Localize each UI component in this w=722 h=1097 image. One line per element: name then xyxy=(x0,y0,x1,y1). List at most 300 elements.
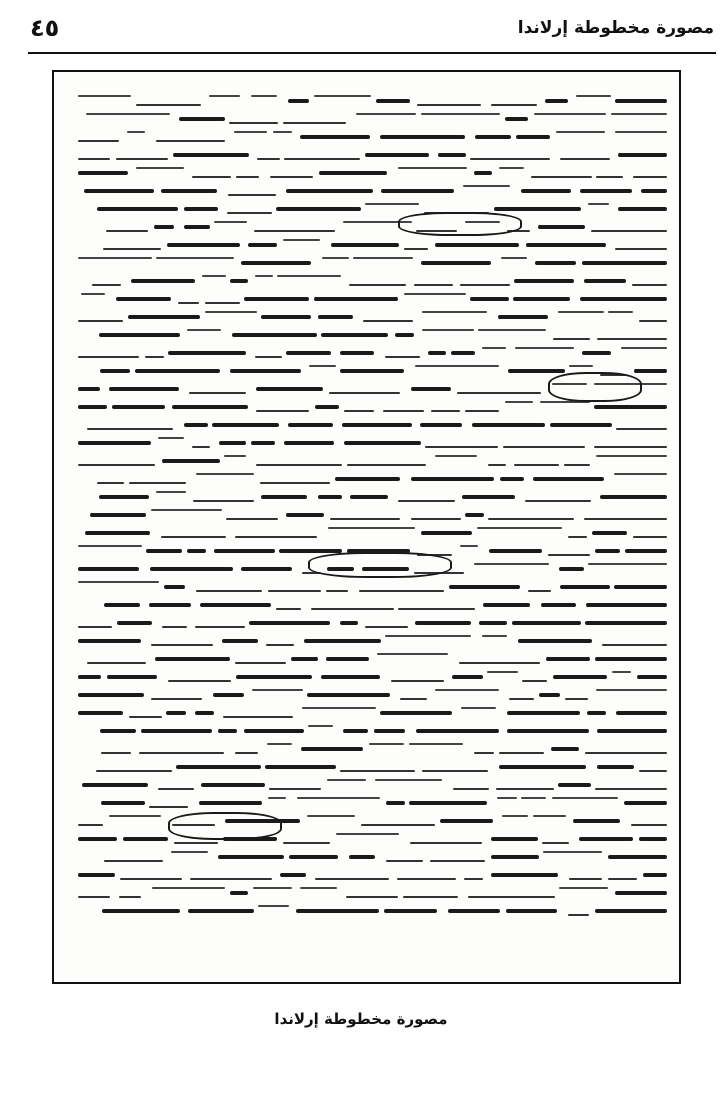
handwriting-stroke xyxy=(289,855,338,859)
manuscript-line xyxy=(78,326,667,344)
handwriting-stroke xyxy=(569,878,602,880)
handwriting-stroke xyxy=(149,603,191,607)
handwriting-stroke xyxy=(307,815,355,817)
handwriting-stroke xyxy=(462,495,515,499)
handwriting-stroke xyxy=(403,896,458,898)
handwriting-stroke xyxy=(499,752,544,754)
handwriting-stroke xyxy=(280,873,306,877)
handwriting-stroke xyxy=(179,117,225,121)
manuscript-line xyxy=(78,110,667,128)
handwriting-stroke xyxy=(232,333,317,337)
handwriting-stroke xyxy=(411,387,451,391)
handwriting-stroke xyxy=(236,176,259,178)
handwriting-stroke xyxy=(184,207,218,211)
handwriting-stroke xyxy=(100,369,130,373)
manuscript-line xyxy=(78,92,667,110)
image-caption: مصورة مخطوطة إرلاندا xyxy=(274,1010,448,1028)
handwriting-stroke xyxy=(296,909,379,913)
handwriting-stroke xyxy=(87,662,146,664)
handwriting-stroke xyxy=(625,549,667,553)
handwriting-stroke xyxy=(515,347,574,349)
handwriting-stroke xyxy=(597,729,667,733)
handwriting-stroke xyxy=(512,621,581,625)
handwriting-stroke xyxy=(384,909,437,913)
handwriting-stroke xyxy=(502,815,528,817)
manuscript-line xyxy=(78,470,667,488)
manuscript-line xyxy=(78,632,667,650)
handwriting-stroke xyxy=(491,855,539,859)
handwriting-stroke xyxy=(440,819,493,823)
handwriting-stroke xyxy=(268,590,321,592)
handwriting-stroke xyxy=(120,878,182,880)
handwriting-stroke xyxy=(349,855,375,859)
manuscript-line xyxy=(78,686,667,704)
handwriting-stroke xyxy=(78,356,139,358)
manuscript-line xyxy=(78,452,667,470)
handwriting-stroke xyxy=(195,711,214,715)
handwriting-stroke xyxy=(268,797,286,799)
handwriting-stroke xyxy=(314,95,371,97)
handwriting-stroke xyxy=(228,194,276,196)
handwriting-stroke xyxy=(553,338,590,340)
handwriting-stroke xyxy=(421,113,500,115)
handwriting-stroke xyxy=(421,261,491,265)
handwriting-stroke xyxy=(556,131,605,133)
handwriting-stroke xyxy=(568,536,587,538)
handwriting-stroke xyxy=(538,225,585,229)
handwriting-stroke xyxy=(514,279,574,283)
handwriting-stroke xyxy=(614,585,667,589)
handwriting-stroke xyxy=(97,207,178,211)
handwriting-stroke xyxy=(350,495,388,499)
handwriting-stroke xyxy=(612,671,631,673)
handwriting-stroke xyxy=(559,887,608,889)
handwriting-stroke xyxy=(594,446,667,448)
handwriting-stroke xyxy=(288,99,309,103)
handwriting-stroke xyxy=(256,410,309,412)
handwriting-stroke xyxy=(616,428,667,430)
handwriting-stroke xyxy=(205,311,257,313)
handwriting-stroke xyxy=(435,243,519,247)
handwriting-stroke xyxy=(553,675,607,679)
handwriting-stroke xyxy=(489,549,542,553)
handwriting-stroke xyxy=(597,338,667,340)
header-title: مصورة مخطوطة إرلاندا xyxy=(517,18,714,38)
handwriting-stroke xyxy=(78,626,112,628)
handwriting-stroke xyxy=(597,765,634,769)
handwriting-stroke xyxy=(349,284,406,286)
handwriting-stroke xyxy=(361,824,435,826)
handwriting-stroke xyxy=(533,815,566,817)
handwriting-stroke xyxy=(503,446,585,448)
handwriting-stroke xyxy=(356,113,416,115)
handwriting-stroke xyxy=(244,729,304,733)
handwriting-stroke xyxy=(106,230,148,232)
handwriting-stroke xyxy=(193,500,254,502)
handwriting-stroke xyxy=(580,297,667,301)
handwriting-stroke xyxy=(283,239,320,241)
handwriting-stroke xyxy=(192,176,231,178)
handwriting-stroke xyxy=(500,477,524,481)
handwriting-stroke xyxy=(569,365,593,367)
handwriting-stroke xyxy=(541,603,576,607)
handwriting-stroke xyxy=(158,788,194,790)
handwriting-stroke xyxy=(136,167,184,169)
handwriting-stroke xyxy=(344,441,421,445)
margin-annotation-loop xyxy=(398,212,522,236)
page-number: ٤٥ xyxy=(30,14,60,42)
handwriting-stroke xyxy=(422,311,487,313)
handwriting-stroke xyxy=(415,621,471,625)
manuscript-line xyxy=(78,902,667,920)
handwriting-stroke xyxy=(283,122,346,124)
handwriting-stroke xyxy=(404,293,466,295)
handwriting-stroke xyxy=(588,203,609,205)
handwriting-stroke xyxy=(346,896,398,898)
handwriting-stroke xyxy=(465,410,499,412)
handwriting-stroke xyxy=(321,675,380,679)
handwriting-stroke xyxy=(309,365,336,367)
handwriting-stroke xyxy=(400,698,427,700)
handwriting-stroke xyxy=(342,423,412,427)
handwriting-stroke xyxy=(580,189,632,193)
handwriting-stroke xyxy=(78,896,110,898)
handwriting-stroke xyxy=(311,608,394,610)
handwriting-stroke xyxy=(127,131,145,133)
handwriting-stroke xyxy=(222,639,258,643)
handwriting-stroke xyxy=(641,189,667,193)
handwriting-stroke xyxy=(96,770,172,772)
handwriting-stroke xyxy=(116,297,171,301)
handwriting-stroke xyxy=(513,297,570,301)
handwriting-stroke xyxy=(151,698,202,700)
handwriting-stroke xyxy=(302,707,376,709)
handwriting-stroke xyxy=(226,518,278,520)
handwriting-stroke xyxy=(209,95,240,97)
handwriting-stroke xyxy=(321,333,388,337)
manuscript-line xyxy=(78,722,667,740)
handwriting-stroke xyxy=(552,797,618,799)
handwriting-stroke xyxy=(178,302,199,304)
handwriting-stroke xyxy=(417,104,481,106)
handwriting-stroke xyxy=(223,716,293,718)
manuscript-line xyxy=(78,704,667,722)
handwriting-stroke xyxy=(516,135,550,139)
manuscript-line xyxy=(78,272,667,290)
handwriting-stroke xyxy=(584,518,667,520)
handwriting-stroke xyxy=(564,464,590,466)
handwriting-stroke xyxy=(326,657,369,661)
handwriting-stroke xyxy=(584,279,626,283)
handwriting-stroke xyxy=(585,621,667,625)
handwriting-stroke xyxy=(416,729,499,733)
handwriting-stroke xyxy=(119,896,141,898)
handwriting-stroke xyxy=(482,635,507,637)
handwriting-stroke xyxy=(123,837,168,841)
handwriting-stroke xyxy=(78,464,155,466)
handwriting-stroke xyxy=(241,567,292,571)
handwriting-stroke xyxy=(212,423,279,427)
handwriting-stroke xyxy=(145,356,164,358)
handwriting-stroke xyxy=(78,581,159,583)
manuscript-frame xyxy=(52,70,681,984)
handwriting-stroke xyxy=(618,207,667,211)
handwriting-stroke xyxy=(136,104,201,106)
handwriting-stroke xyxy=(318,495,342,499)
handwriting-stroke xyxy=(435,455,477,457)
handwriting-stroke xyxy=(195,626,245,628)
handwriting-stroke xyxy=(363,320,413,322)
handwriting-stroke xyxy=(449,585,520,589)
handwriting-stroke xyxy=(164,585,185,589)
handwriting-stroke xyxy=(92,284,121,286)
handwriting-stroke xyxy=(585,752,667,754)
handwriting-stroke xyxy=(470,158,550,160)
handwriting-stroke xyxy=(608,311,633,313)
handwriting-stroke xyxy=(256,387,323,391)
handwriting-stroke xyxy=(117,621,152,625)
handwriting-stroke xyxy=(475,135,511,139)
handwriting-stroke xyxy=(235,752,258,754)
manuscript-line xyxy=(78,794,667,812)
handwriting-stroke xyxy=(377,653,448,655)
handwriting-stroke xyxy=(448,909,500,913)
handwriting-stroke xyxy=(135,369,220,373)
handwriting-stroke xyxy=(391,680,444,682)
handwriting-stroke xyxy=(315,878,389,880)
handwriting-stroke xyxy=(474,171,492,175)
handwriting-stroke xyxy=(269,788,321,790)
handwriting-stroke xyxy=(472,423,545,427)
manuscript-line xyxy=(78,596,667,614)
manuscript-line xyxy=(78,848,667,866)
handwriting-stroke xyxy=(78,567,139,571)
handwriting-stroke xyxy=(78,405,107,409)
manuscript-line xyxy=(78,416,667,434)
handwriting-stroke xyxy=(196,473,254,475)
handwriting-stroke xyxy=(470,297,509,301)
handwriting-stroke xyxy=(102,909,180,913)
handwriting-stroke xyxy=(639,837,667,841)
manuscript-line xyxy=(78,740,667,758)
handwriting-stroke xyxy=(582,261,667,265)
handwriting-stroke xyxy=(151,644,213,646)
handwriting-stroke xyxy=(279,549,342,553)
handwriting-stroke xyxy=(288,423,333,427)
handwriting-stroke xyxy=(631,824,667,826)
handwriting-stroke xyxy=(236,675,312,679)
handwriting-stroke xyxy=(100,729,136,733)
handwriting-stroke xyxy=(501,257,527,259)
handwriting-stroke xyxy=(82,783,148,787)
handwriting-stroke xyxy=(78,257,152,259)
handwriting-stroke xyxy=(218,729,237,733)
handwriting-stroke xyxy=(491,873,558,877)
handwriting-stroke xyxy=(78,140,119,142)
handwriting-stroke xyxy=(187,329,221,331)
handwriting-stroke xyxy=(251,95,277,97)
handwriting-stroke xyxy=(639,320,667,322)
handwriting-stroke xyxy=(107,675,157,679)
handwriting-stroke xyxy=(618,153,667,157)
handwriting-stroke xyxy=(422,329,474,331)
handwriting-stroke xyxy=(261,315,311,319)
handwriting-stroke xyxy=(201,783,265,787)
handwriting-stroke xyxy=(336,833,399,835)
handwriting-stroke xyxy=(425,446,498,448)
handwriting-stroke xyxy=(546,657,590,661)
handwriting-stroke xyxy=(614,473,667,475)
handwriting-stroke xyxy=(586,603,667,607)
handwriting-stroke xyxy=(199,801,262,805)
handwriting-stroke xyxy=(343,729,368,733)
handwriting-stroke xyxy=(533,477,604,481)
handwriting-stroke xyxy=(452,675,483,679)
handwriting-stroke xyxy=(487,671,518,673)
handwriting-stroke xyxy=(608,855,667,859)
handwriting-stroke xyxy=(435,689,499,691)
handwriting-stroke xyxy=(386,801,405,805)
handwriting-stroke xyxy=(542,842,569,844)
handwriting-stroke xyxy=(78,675,101,679)
handwriting-stroke xyxy=(255,356,282,358)
handwriting-stroke xyxy=(286,513,324,517)
handwriting-stroke xyxy=(499,765,586,769)
manuscript-line xyxy=(78,884,667,902)
handwriting-stroke xyxy=(591,230,667,232)
handwriting-stroke xyxy=(431,410,460,412)
handwriting-stroke xyxy=(507,711,580,715)
handwriting-stroke xyxy=(218,855,284,859)
handwriting-stroke xyxy=(588,563,667,565)
handwriting-stroke xyxy=(235,536,317,538)
handwriting-stroke xyxy=(643,873,667,877)
handwriting-stroke xyxy=(522,680,547,682)
header-rule xyxy=(28,52,716,54)
handwriting-stroke xyxy=(576,95,611,97)
handwriting-stroke xyxy=(340,369,404,373)
handwriting-stroke xyxy=(550,423,612,427)
handwriting-stroke xyxy=(308,725,333,727)
handwriting-stroke xyxy=(428,351,446,355)
handwriting-stroke xyxy=(78,387,100,391)
handwriting-stroke xyxy=(505,401,533,403)
handwriting-stroke xyxy=(477,527,562,529)
handwriting-stroke xyxy=(460,284,510,286)
handwriting-stroke xyxy=(615,131,667,133)
handwriting-stroke xyxy=(149,806,188,808)
handwriting-stroke xyxy=(260,482,330,484)
handwriting-stroke xyxy=(496,788,554,790)
handwriting-stroke xyxy=(592,531,627,535)
manuscript-line xyxy=(78,776,667,794)
handwriting-stroke xyxy=(248,243,277,247)
handwriting-stroke xyxy=(87,428,173,430)
handwriting-stroke xyxy=(78,545,142,547)
handwriting-stroke xyxy=(596,689,667,691)
manuscript-line xyxy=(78,614,667,632)
handwriting-stroke xyxy=(335,477,400,481)
handwriting-stroke xyxy=(78,873,115,877)
handwriting-stroke xyxy=(531,176,592,178)
handwriting-stroke xyxy=(398,608,475,610)
handwriting-stroke xyxy=(411,477,494,481)
handwriting-stroke xyxy=(483,603,530,607)
handwriting-stroke xyxy=(506,909,557,913)
handwriting-stroke xyxy=(595,549,620,553)
handwriting-stroke xyxy=(559,567,584,571)
handwriting-stroke xyxy=(315,405,339,409)
margin-annotation-loop xyxy=(308,552,452,578)
handwriting-stroke xyxy=(518,639,592,643)
handwriting-stroke xyxy=(551,747,579,751)
handwriting-stroke xyxy=(116,158,168,160)
handwriting-stroke xyxy=(103,248,161,250)
manuscript-line xyxy=(78,146,667,164)
handwriting-stroke xyxy=(266,644,294,646)
handwriting-stroke xyxy=(374,729,405,733)
handwriting-stroke xyxy=(397,878,456,880)
handwriting-stroke xyxy=(154,225,174,229)
handwriting-stroke xyxy=(595,788,667,790)
handwriting-stroke xyxy=(78,171,128,175)
handwriting-stroke xyxy=(139,752,224,754)
handwriting-stroke xyxy=(507,729,589,733)
handwriting-stroke xyxy=(284,441,334,445)
handwriting-stroke xyxy=(78,639,141,643)
handwriting-stroke xyxy=(307,693,390,697)
handwriting-stroke xyxy=(347,464,426,466)
manuscript-line xyxy=(78,758,667,776)
handwriting-stroke xyxy=(267,743,292,745)
margin-annotation-loop xyxy=(168,812,282,840)
handwriting-stroke xyxy=(398,500,455,502)
handwriting-stroke xyxy=(430,860,485,862)
handwriting-stroke xyxy=(602,644,667,646)
manuscript-line xyxy=(78,650,667,668)
handwriting-stroke xyxy=(633,536,667,538)
handwriting-stroke xyxy=(634,369,667,373)
handwriting-stroke xyxy=(276,207,361,211)
handwriting-stroke xyxy=(488,464,506,466)
handwriting-stroke xyxy=(301,747,363,751)
handwriting-stroke xyxy=(534,113,606,115)
handwriting-stroke xyxy=(129,716,162,718)
handwriting-stroke xyxy=(230,891,248,895)
handwriting-stroke xyxy=(383,410,424,412)
handwriting-stroke xyxy=(152,887,225,889)
handwriting-stroke xyxy=(300,135,370,139)
handwriting-stroke xyxy=(594,405,667,409)
handwriting-stroke xyxy=(284,158,360,160)
handwriting-stroke xyxy=(498,315,548,319)
handwriting-stroke xyxy=(286,351,331,355)
handwriting-stroke xyxy=(78,824,103,826)
handwriting-stroke xyxy=(161,189,217,193)
handwriting-stroke xyxy=(129,482,186,484)
handwriting-stroke xyxy=(494,207,581,211)
handwriting-stroke xyxy=(375,779,442,781)
handwriting-stroke xyxy=(611,113,667,115)
handwriting-stroke xyxy=(404,248,428,250)
handwriting-stroke xyxy=(587,711,606,715)
handwriting-stroke xyxy=(386,860,423,862)
handwriting-stroke xyxy=(214,549,275,553)
handwriting-stroke xyxy=(265,765,336,769)
handwriting-stroke xyxy=(595,909,667,913)
manuscript-line xyxy=(78,236,667,254)
handwriting-stroke xyxy=(465,513,484,517)
